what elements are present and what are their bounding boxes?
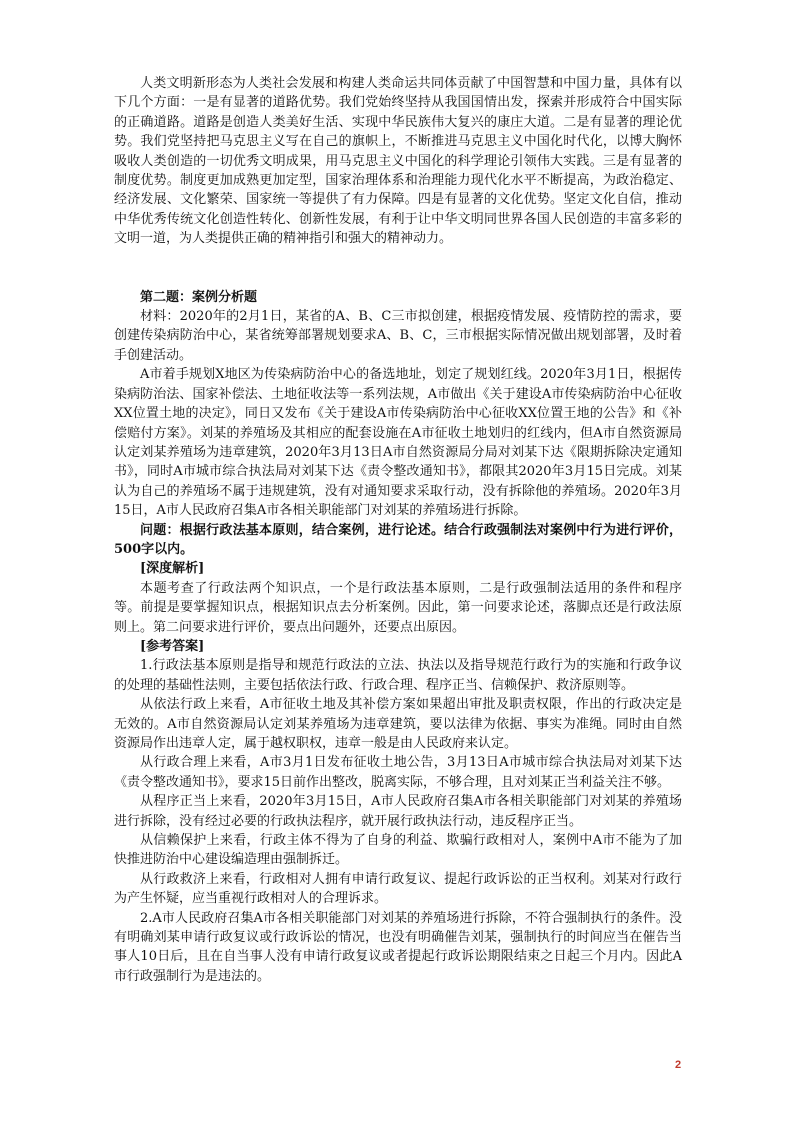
answer-paragraph-remedy: 从行政救济上来看，行政相对人拥有申请行政复议、提起行政诉讼的正当权利。刘某对行政行为产生怀疑，应当重视行政相对人的合理诉求。 (114, 871, 682, 907)
material-paragraph-2: A市着手规划X地区为传染病防治中心的备选地址，划定了规划红线。2020年3月1日，根据传染病防治法、国家补偿法、土地征收法等一系列法规，A市做出《关于建设A市传染病防治中心征收XX位置土地的决定》，同日又发布《关于建设A市传染病防治中心征收XX位置王地的公告》和《补偿赔付方案》。刘某的养殖场及其相应的配套设施在A市征收土地划归的红线内，但A市自然资源局认定刘某养殖场为违章建筑，2020年3月13日A市自然资源局分局对刘某下达《限期拆除决定通知书》，同时A市城市综合执法局对刘某下达《责令整改通知书》，都限其2020年3月15日完成。刘某认为自己的养殖场不属于违规建筑，没有对通知要求采取行动，没有拆除他的养殖场。2020年3月15日，A市人民政府召集A市各相关职能部门对刘某的养殖场进行拆除。 (114, 367, 682, 519)
answer-paragraph-2: 2.A市人民政府召集A市各相关职能部门对刘某的养殖场进行拆除，不符合强制执行的条件。没有明确刘某申请行政复议或行政诉讼的情况，也没有明确催告刘某，强制执行的时间应当在催告当事人10日后，且在自当事人没有申请行政复议或者提起行政诉讼期限结束之日起三个月内。因此A市行政强制行为是违法的。 (114, 910, 682, 984)
paragraph-civilization: 人类文明新形态为人类社会发展和构建人类命运共同体贡献了中国智慧和中国力量，具体有以下几个方面：一是有显著的道路优势。我们党始终坚持从我国国情出发，探索并形成符合中国实际的正确道路。道路是创造人类美好生活、实现中华民族伟大复兴的康庄大道。二是有显著的理论优势。我们党坚持把马克思主义写在自己的旗帜上，不断推进马克思主义中国化时代化，以博大胸怀吸收人类创造的一切优秀文明成果，用马克思主义中国化的科学理论引领伟大实践。三是有显著的制度优势。制度更加成熟更加定型，国家治理体系和治理能力现代化水平不断提高，为政治稳定、经济发展、文化繁荣、国家统一等提供了有力保障。四是有显著的文化优势。坚定文化自信，推动中华优秀传统文化创造性转化、创新性发展，有利于让中华文明同世界各国人民创造的丰富多彩的文明一道，为人类提供正确的精神指引和强大的精神动力。 (114, 76, 682, 247)
section-heading: 第二题：案例分析题 (140, 289, 258, 305)
analysis-paragraph: 本题考查了行政法两个知识点，一个是行政法基本原则，二是行政强制法适用的条件和程序等。前提是要掌握知识点，根据知识点去分析案例。因此，第一问要求论述，落脚点还是行政法原则上。第二问要求进行评价，要点出问题外，还要点出原因。 (114, 580, 682, 635)
analysis-tag: [深度解析] (140, 561, 205, 577)
spacer (114, 249, 682, 288)
answer-paragraph-trust: 从信赖保护上来看，行政主体不得为了自身的利益、欺骗行政相对人，案例中A市不能为了加快推进防治中心建设编造理由强制拆迁。 (114, 833, 682, 868)
question-paragraph: 问题：根据行政法基本原则，结合案例，进行论述。结合行政强制法对案例中行为进行评价，500字以内。 (114, 522, 682, 557)
material-paragraph-1: 材料：2020年的2月1日，某省的A、B、C三市拟创建，根据疫情发展、疫情防控的需求，要创建传染病防治中心，某省统筹部署规划要求A、B、C，三市根据实际情况做出规划部署，及时着手创建活动。 (114, 309, 682, 363)
document-body (114, 74, 682, 986)
page-number: 2 (675, 1059, 682, 1071)
answer-paragraph-legality: 从依法行政上来看，A市征收土地及其补偿方案如果超出审批及职责权限，作出的行政决定是无效的。A市自然资源局认定刘某养殖场为违章建筑，要以法律为依据、事实为准绳。同时由自然资源局作出违章人定，属于越权职权，违章一般是由人民政府来认定。 (114, 697, 682, 751)
answer-paragraph-1: 1.行政法基本原则是指导和规范行政法的立法、执法以及指导规范行政行为的实施和行政争议的处理的基础性法则，主要包括依法行政、行政合理、程序正当、信赖保护、救济原则等。 (114, 658, 682, 693)
answer-tag: [参考答案] (140, 638, 205, 654)
answer-paragraph-reasonableness: 从行政合理上来看，A市3月1日发布征收土地公告，3月13日A市城市综合执法局对刘某下达《责令整改通知书》，要求15日前作出整改，脱离实际，不够合理，且对刘某正当利益关注不够。 (114, 755, 682, 790)
answer-paragraph-due-process: 从程序正当上来看，2020年3月15日，A市人民政府召集A市各相关职能部门对刘某的养殖场进行拆除，没有经过必要的行政执法程序，就开展行政执法行动，违反程序正当。 (114, 794, 682, 829)
